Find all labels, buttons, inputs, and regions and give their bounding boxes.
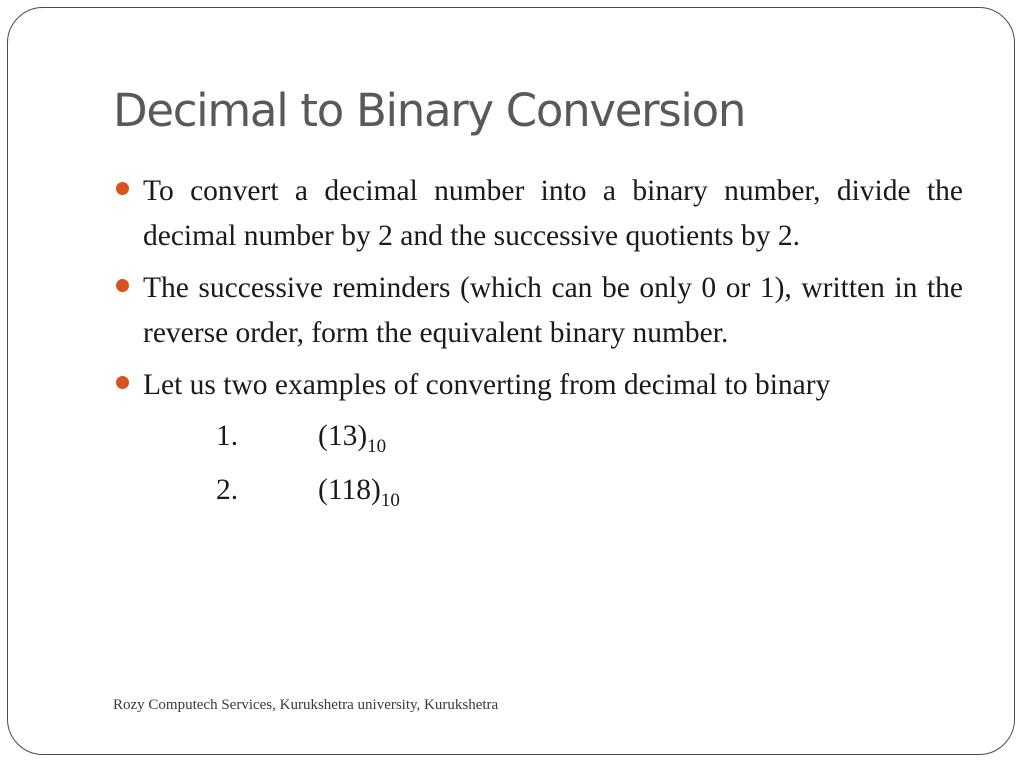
example-value: (118) bbox=[318, 474, 381, 506]
bullet-dot-icon bbox=[116, 182, 129, 195]
example-number: 2. bbox=[216, 474, 239, 506]
bullet-dot-icon bbox=[116, 376, 129, 389]
bullet-text: To convert a decimal number into a binary number, divide the decimal number by 2 and the successive quotients by 2. bbox=[143, 175, 963, 252]
slide-footer: Rozy Computech Services, Kurukshetra university, Kurukshetra bbox=[113, 697, 499, 713]
slide-title: Decimal to Binary Conversion bbox=[113, 84, 746, 137]
bullet-item bbox=[116, 169, 963, 259]
example-item bbox=[216, 420, 386, 458]
bullet-item bbox=[116, 363, 963, 408]
example-value: (13) bbox=[318, 420, 368, 452]
example-base: 10 bbox=[380, 490, 400, 511]
bullet-list bbox=[116, 169, 963, 415]
bullet-item bbox=[116, 266, 963, 356]
bullet-text: Let us two examples of converting from decimal to binary bbox=[143, 369, 831, 401]
bullet-text: The successive reminders (which can be only 0 or 1), written in the reverse order, form the equivalent binary number. bbox=[143, 272, 963, 349]
example-base: 10 bbox=[367, 436, 387, 457]
example-item bbox=[216, 474, 400, 512]
example-number: 1. bbox=[216, 420, 239, 452]
bullet-dot-icon bbox=[116, 279, 129, 292]
